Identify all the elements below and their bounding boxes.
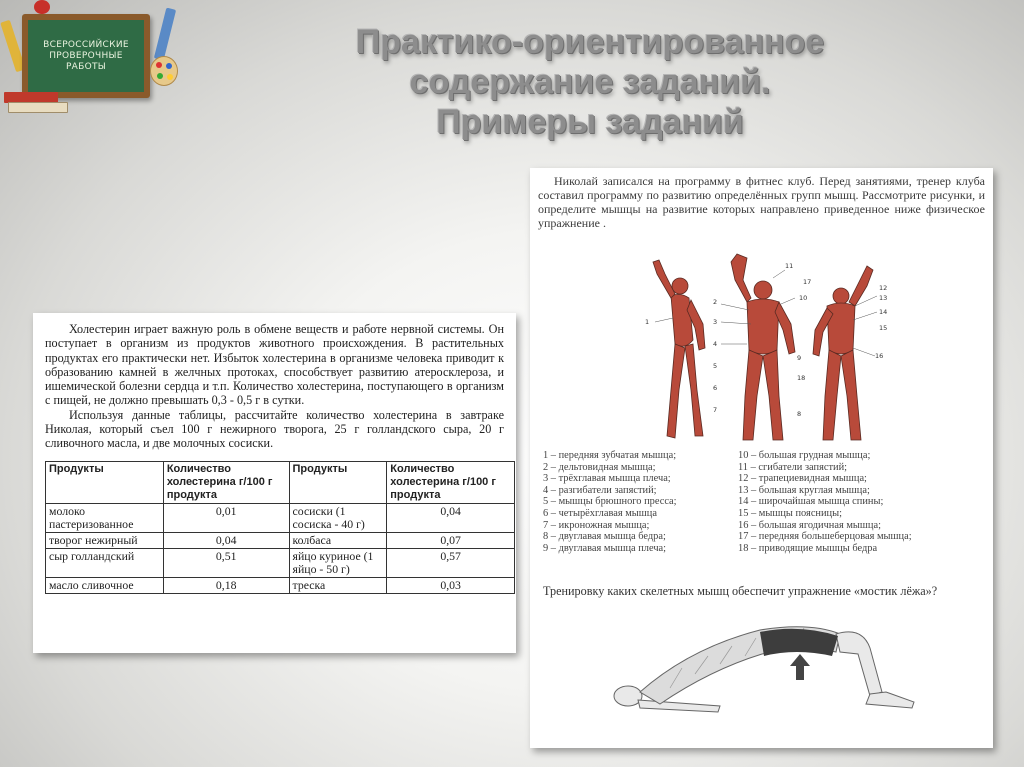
title-line: Практико-ориентированное <box>355 23 825 61</box>
figure-number: 1 <box>645 318 650 326</box>
muscle-item: 5 – мышцы брюшного пресса; <box>543 496 677 508</box>
task-intro: Николай записался на программу в фитнес клуб. Перед занятиями, тренер клуба составил программу по развитию определённых групп мышц. Рассмотрите рисунки, и определите мышцы на развитие которых направлено приведенное ниже физическое упражнение . <box>538 174 985 230</box>
figure-number: 4 <box>713 340 718 348</box>
figure-number: 7 <box>713 406 718 414</box>
task-question: Тренировку каких скелетных мышц обеспечит упражнение «мостик лёжа»? <box>543 584 938 598</box>
vpr-logo <box>0 0 180 120</box>
task-paragraph: Холестерин играет важную роль в обмене веществ и работе нервной системы. Он поступает в организм из продуктов животного происхождения. В растительных продуктах его практически нет. Избыток холестерина в организме человека приводит к образованию камней в желчных протоках, способствует развитию атеросклероза, и ишемической болезни сердца и т.п. Количество холестерина, поступающего в организм с пищей, не должно превышать 0,3 - 0,5 г в сутки. <box>45 322 504 408</box>
value-cell: 0,03 <box>387 577 515 593</box>
table-header-row <box>46 461 515 503</box>
muscle-item: 3 – трёхглавая мышца плеча; <box>543 473 671 485</box>
chalkboard <box>22 14 150 98</box>
muscle-item: 1 – передняя зубчатая мышца; <box>543 450 677 461</box>
muscle-legend-column <box>543 450 743 554</box>
muscle-item: 6 – четырёхглавая мышца <box>543 507 657 519</box>
cholesterol-table <box>45 461 515 594</box>
anatomy-figure-front <box>731 254 795 440</box>
muscle-item: 9 – двуглавая мышца плеча; <box>543 542 667 554</box>
figure-number: 14 <box>879 308 888 316</box>
title-line: содержание заданий. <box>409 63 771 101</box>
muscle-item: 11 – сгибатели запястий; <box>738 461 848 473</box>
title-line: Примеры заданий <box>436 103 744 141</box>
apple-icon <box>34 0 50 14</box>
muscle-item: 16 – большая ягодичная мышца; <box>738 519 881 531</box>
table-row <box>46 577 515 593</box>
product-cell: сосиски (1 сосиска - 40 г) <box>289 503 387 532</box>
figure-number: 16 <box>875 352 884 360</box>
header-cell: Продукты <box>289 461 387 503</box>
task-paragraph: Используя данные таблицы, рассчитайте количество холестерина в завтраке Николая, который съел 100 г нежирного творога, 25 г голландского сыра, 20 г сливочного масла, и две молочных сосиски. <box>45 407 504 451</box>
figure-number: 6 <box>713 384 718 392</box>
figure-number: 3 <box>713 318 718 326</box>
muscle-item: 18 – приводящие мышцы бедра <box>738 542 878 554</box>
figure-number: 15 <box>879 324 888 332</box>
product-cell: треска <box>289 577 387 593</box>
muscle-item: 10 – большая грудная мышца; <box>738 450 871 461</box>
header-cell: Количество холестерина г/100 г продукта <box>387 461 515 503</box>
value-cell: 0,04 <box>387 503 515 532</box>
value-cell: 0,04 <box>163 532 289 548</box>
board-text: ВСЕРОССИЙСКИЕ ПРОВЕРОЧНЫЕ РАБОТЫ <box>28 20 144 92</box>
product-cell: творог нежирный <box>46 532 164 548</box>
value-cell: 0,07 <box>387 532 515 548</box>
figure-number: 8 <box>797 410 802 418</box>
muscle-item: 2 – дельтовидная мышца; <box>543 461 656 473</box>
figure-number: 5 <box>713 362 718 370</box>
glute-highlight <box>760 629 838 656</box>
muscle-legend-column <box>738 450 978 554</box>
muscle-item: 4 – разгибатели запястий; <box>543 484 657 496</box>
figure-number: 10 <box>799 294 808 302</box>
product-cell: колбаса <box>289 532 387 548</box>
muscle-item: 12 – трапециевидная мышца; <box>738 473 867 485</box>
figure-number: 2 <box>713 298 718 306</box>
muscle-item: 15 – мышцы поясницы; <box>738 507 842 519</box>
arrow-up-icon <box>790 654 810 680</box>
palette-icon <box>150 56 178 86</box>
value-cell: 0,01 <box>163 503 289 532</box>
muscle-item: 13 – большая круглая мышца; <box>738 484 870 496</box>
muscle-item: 14 – широчайшая мышца спины; <box>738 496 884 508</box>
muscle-anatomy-figure <box>635 240 895 452</box>
value-cell: 0,57 <box>387 548 515 577</box>
bridge-exercise-figure <box>600 608 930 720</box>
table-row <box>46 532 515 548</box>
header-cell: Количество холестерина г/100 г продукта <box>163 461 289 503</box>
product-cell: яйцо куриное (1 яйцо - 50 г) <box>289 548 387 577</box>
cholesterol-task-card <box>33 313 516 653</box>
figure-number: 13 <box>879 294 888 302</box>
figure-number: 9 <box>797 354 802 362</box>
product-cell: молоко пастеризованное <box>46 503 164 532</box>
slide-title <box>300 22 880 142</box>
pencil-icon <box>154 8 176 61</box>
muscle-item: 8 – двуглавая мышца бедра; <box>543 531 666 543</box>
value-cell: 0,51 <box>163 548 289 577</box>
anatomy-figure-back <box>813 266 873 440</box>
book-icon <box>8 102 68 113</box>
figure-number: 18 <box>797 374 806 382</box>
muscle-item: 17 – передняя большеберцовая мышца; <box>738 531 912 543</box>
anatomy-figure-side <box>653 260 705 438</box>
header-cell: Продукты <box>46 461 164 503</box>
value-cell: 0,18 <box>163 577 289 593</box>
figure-number: 12 <box>879 284 888 292</box>
figure-number: 17 <box>803 278 812 286</box>
figure-number: 11 <box>785 262 794 270</box>
product-cell: масло сливочное <box>46 577 164 593</box>
table-row <box>46 503 515 532</box>
fitness-task-card <box>530 168 993 748</box>
table-row <box>46 548 515 577</box>
muscle-item: 7 – икроножная мышца; <box>543 519 650 531</box>
product-cell: сыр голландский <box>46 548 164 577</box>
